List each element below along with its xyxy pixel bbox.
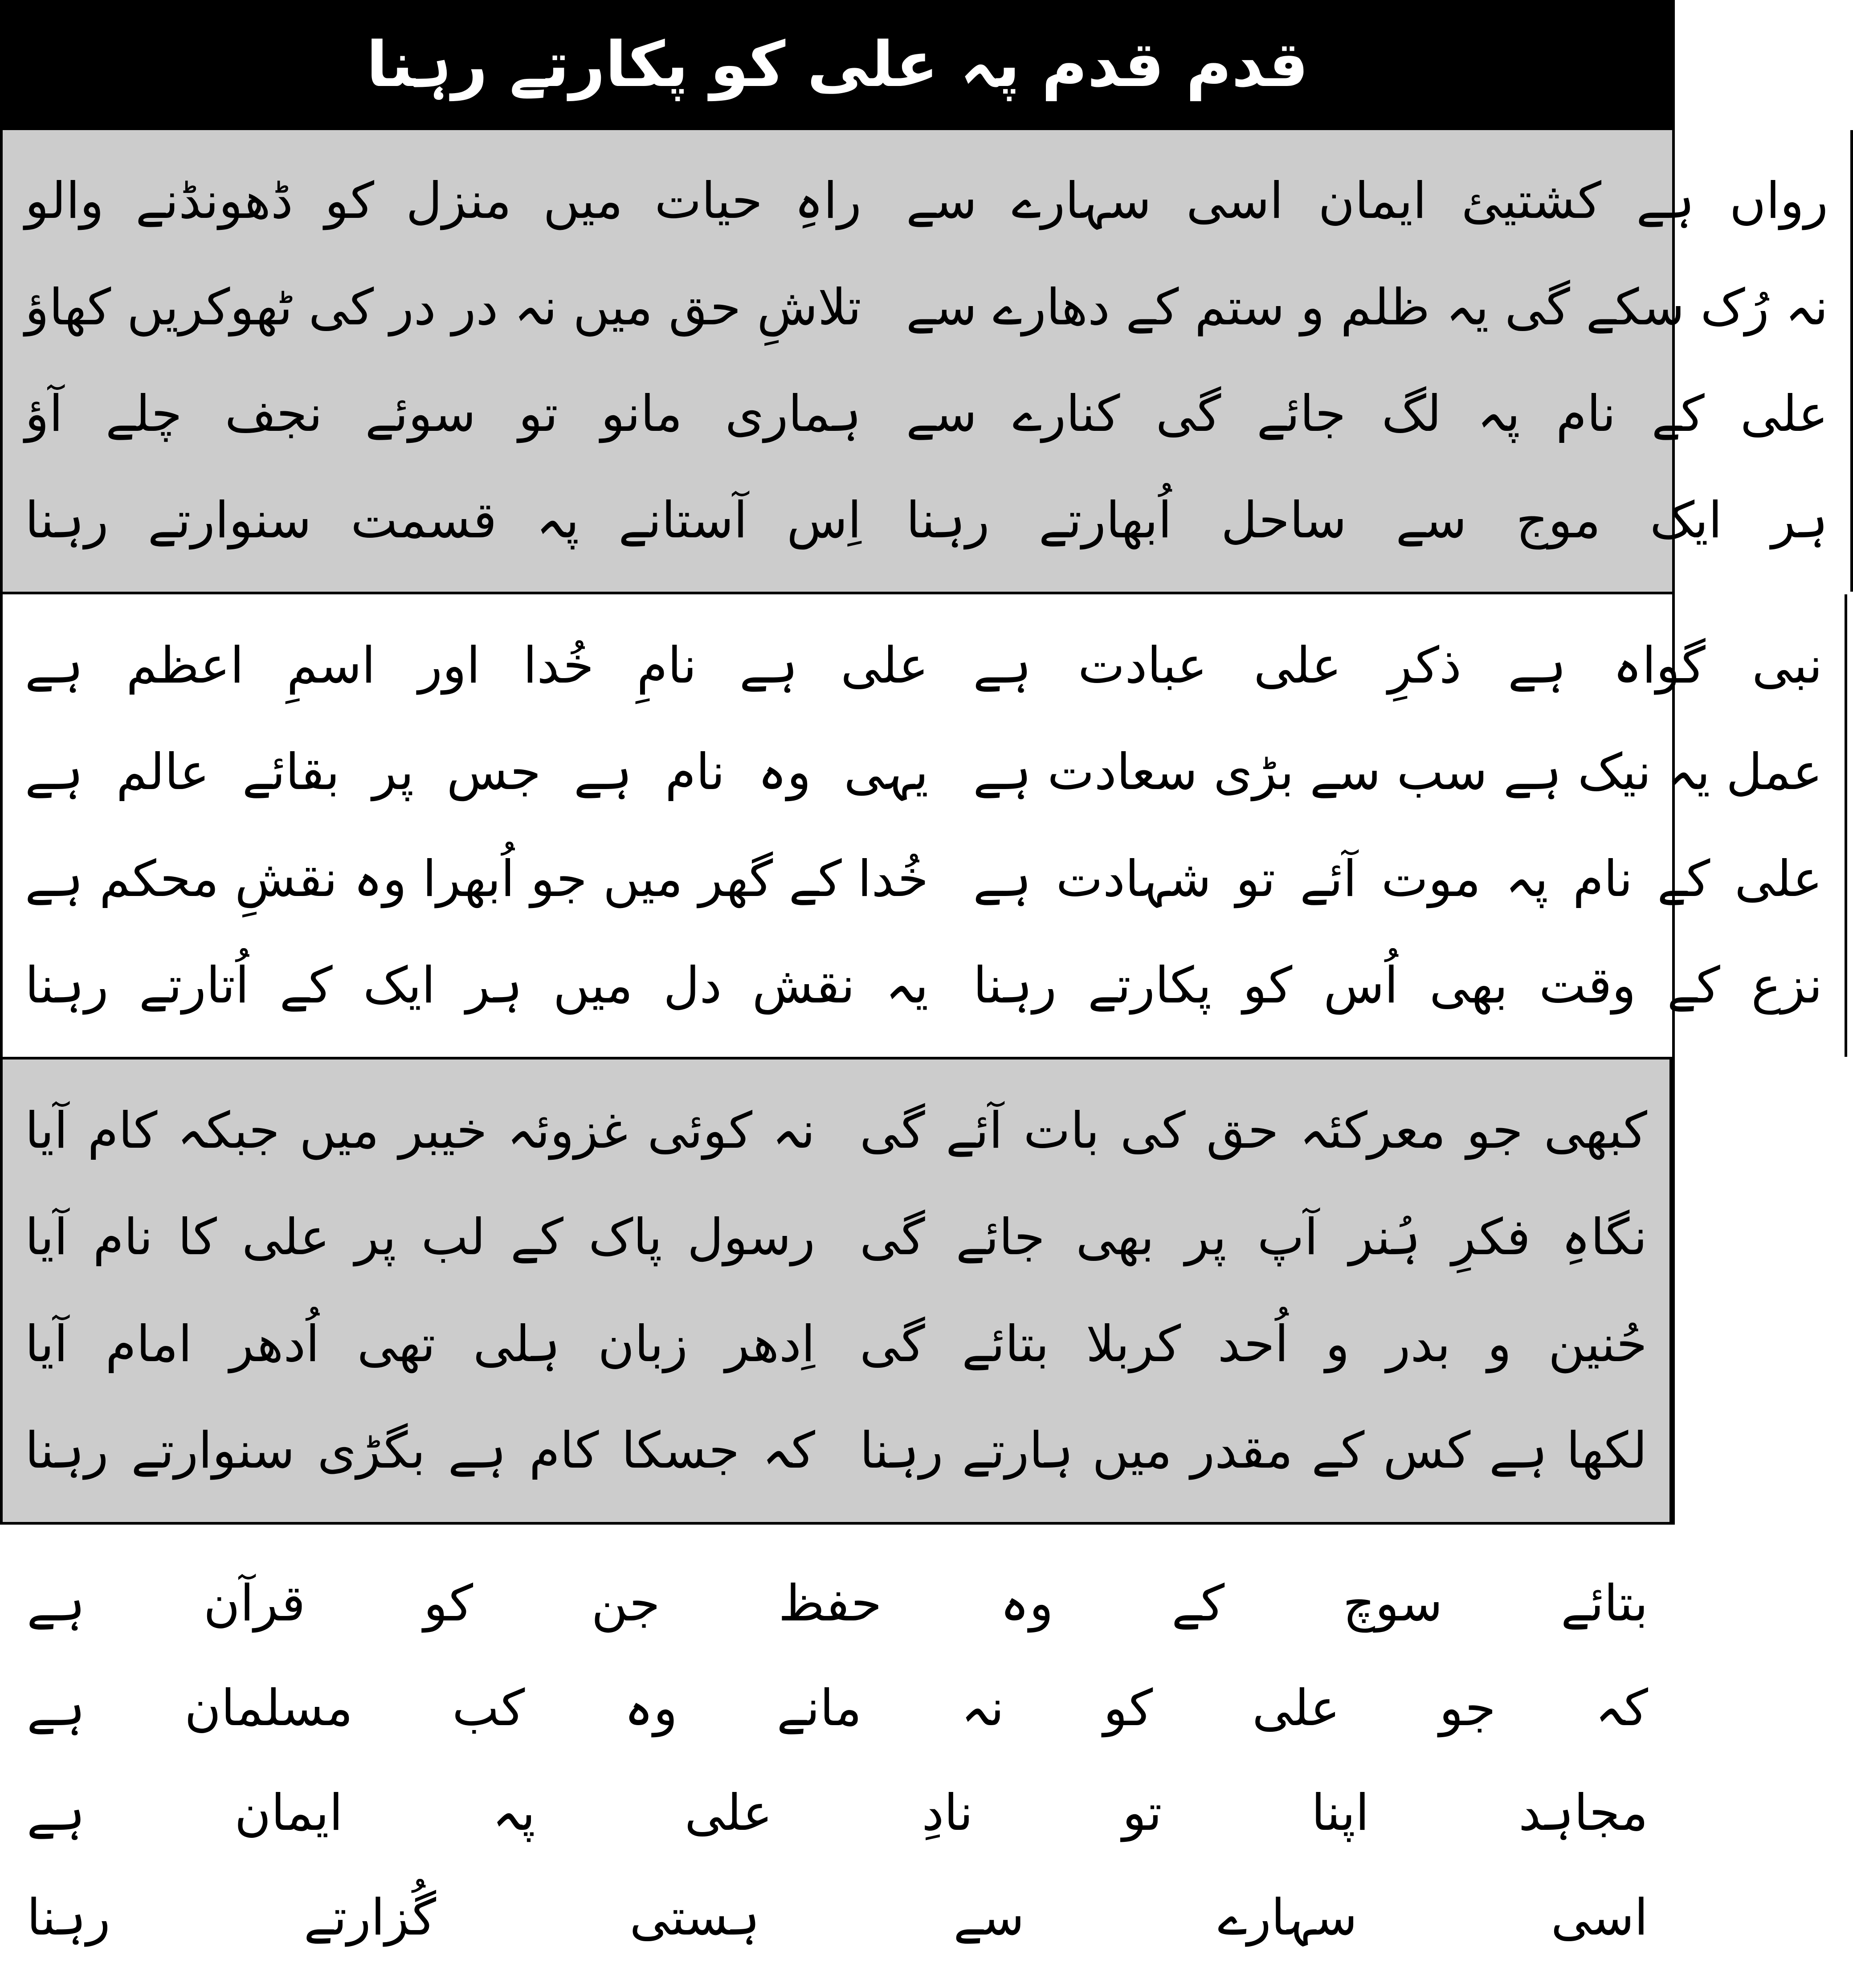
word: مسلمان — [184, 1679, 353, 1738]
stanza-line: اِس آستانے پہ قسمت سنوارتے رہنا — [25, 491, 861, 550]
stanza-4 — [951, 594, 1847, 1057]
stanza-line: کہ جسکا کام ہے بگڑی سنوارتے رہنا — [25, 1422, 815, 1480]
stanza-line: کبھی جو معرکئہ حق کی بات آئے گی — [860, 1101, 1647, 1160]
stanza-line: نگاہِ فکرِ ہُنر آپ پر بھی جائے گی — [860, 1208, 1647, 1267]
word: پہ — [492, 1784, 535, 1842]
stanza-line: نہ کوئی غزوئہ خیبر میں جبکہ کام آیا — [25, 1101, 815, 1160]
word: جو — [1439, 1679, 1496, 1738]
stanza-line: نہ رُک سکے گی یہ ظلم و ستم کے دھارے سے — [906, 278, 1829, 337]
word: بتائے — [1561, 1575, 1648, 1633]
title-bar — [0, 0, 1675, 130]
stanza-line: یہ نقش دل میں ہر ایک کے اُتارتے رہنا — [25, 957, 929, 1015]
stanza-line: اِدھر زبان ہلی تھی اُدھر امام آیا — [25, 1315, 815, 1373]
stanza-line: ہماری مانو تو سوئے نجف چلے آؤ — [25, 385, 861, 443]
word: ہے — [27, 1679, 86, 1738]
final-stanza-line-3 — [27, 1783, 1648, 1843]
stanza-line: یہی وہ نام ہے جس پر بقائے عالم ہے — [25, 743, 929, 802]
stanza-line: حُنین و بدر و اُحد کربلا بتائے گی — [860, 1315, 1647, 1373]
word: قرآن — [203, 1575, 306, 1633]
stanza-line: عمل یہ نیک ہے سب سے بڑی سعادت ہے — [973, 743, 1823, 802]
stanza-grid — [0, 130, 1829, 1525]
stanza-5 — [3, 1059, 837, 1522]
word: سوچ — [1343, 1575, 1443, 1633]
stanza-6 — [837, 1059, 1672, 1522]
word: کہ — [1595, 1679, 1648, 1738]
word: ہستی — [629, 1889, 760, 1947]
word: رہنا — [27, 1889, 110, 1947]
word: گُزارتے — [303, 1889, 437, 1947]
word: کو — [423, 1575, 473, 1633]
word: نادِ — [922, 1784, 973, 1842]
stanza-line: رسول پاک کے لب پر علی کا نام آیا — [25, 1208, 815, 1267]
stanza-line: ہر ایک موج سے ساحل اُبھارتے رہنا — [906, 491, 1829, 550]
stanza-line: علی کے نام پہ لگ جائے گی کنارے سے — [906, 385, 1829, 443]
word: سے — [953, 1889, 1024, 1947]
stanza-row-1 — [3, 130, 1829, 594]
word: حفظ — [778, 1575, 882, 1633]
page-title: قدم قدم پہ علی کو پکارتے رہنا — [366, 29, 1309, 101]
word: ہے — [27, 1575, 86, 1633]
word: سہارے — [1218, 1889, 1358, 1947]
final-stanza-line-4 — [27, 1888, 1648, 1947]
word: اپنا — [1311, 1784, 1370, 1842]
word: وہ — [624, 1679, 678, 1738]
word: جن — [591, 1575, 661, 1633]
stanza-row-3 — [3, 1059, 1672, 1525]
word: تو — [1122, 1784, 1162, 1842]
stanza-line: نزع کے وقت بھی اُس کو پکارتے رہنا — [973, 957, 1823, 1015]
word: اسی — [1551, 1889, 1648, 1947]
stanza-line: علی ہے نامِ خُدا اور اسمِ اعظم ہے — [25, 636, 929, 695]
word: کے — [1171, 1575, 1225, 1633]
word: علی — [684, 1784, 773, 1842]
stanza-1 — [3, 130, 884, 592]
stanza-line: خُدا کے گھر میں جو اُبھرا وہ نقشِ محکم ہے — [25, 850, 929, 908]
word: نہ — [961, 1679, 1004, 1738]
stanza-2 — [884, 130, 1853, 592]
stanza-line: علی کے نام پہ موت آئے تو شہادت ہے — [973, 850, 1823, 908]
stanza-line: تلاشِ حق میں نہ در در کی ٹھوکریں کھاؤ — [25, 278, 861, 337]
word: کب — [452, 1679, 525, 1738]
word: مجاہد — [1518, 1784, 1648, 1842]
stanza-row-2 — [3, 594, 1823, 1059]
stanza-line: نبی گواہ ہے ذکرِ علی عبادت ہے — [973, 636, 1823, 695]
stanza-line: راہِ حیات میں منزل کو ڈھونڈنے والو — [25, 172, 861, 230]
stanza-3 — [3, 594, 951, 1057]
stanza-line: رواں ہے کشتیئ ایمان اسی سہارے سے — [906, 172, 1829, 230]
stanza-line: لکھا ہے کس کے مقدر میں ہارتے رہنا — [860, 1422, 1647, 1480]
word: ایمان — [234, 1784, 343, 1842]
final-stanza-line-2 — [27, 1678, 1648, 1738]
word: ہے — [27, 1784, 86, 1842]
word: کو — [1103, 1679, 1153, 1738]
final-stanza-line-1 — [27, 1574, 1648, 1633]
word: مانے — [776, 1679, 862, 1738]
final-stanza — [0, 1525, 1675, 1988]
word: وہ — [1000, 1575, 1053, 1633]
word: علی — [1252, 1679, 1340, 1738]
